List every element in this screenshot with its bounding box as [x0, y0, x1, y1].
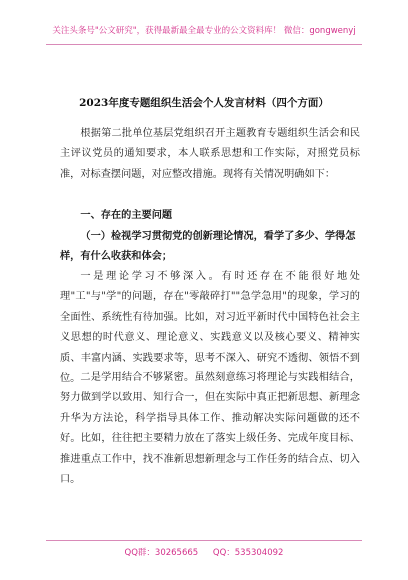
header-divider: [46, 44, 362, 45]
footer-divider: [46, 540, 362, 541]
document-title: 2023年度专题组织生活会个人发言材料（四个方面）: [79, 97, 329, 109]
section-heading: 一、存在的主要问题: [80, 209, 173, 221]
subsection-heading: （一）检视学习贯彻党的创新理论情况，看学了多少、学得怎样，有什么收获和体会；: [60, 230, 356, 263]
footer-qq-group: QQ群：30265665: [124, 548, 199, 558]
header-promo-note: 关注头条号"公文研究"，获得最新最全最专业的公文资料库！ 微信：gongwenyj: [52, 26, 356, 36]
footer-qq-number: QQ：535304092: [212, 548, 284, 558]
intro-paragraph: 根据第二批单位基层党组织召开主题教育专题组织生活会和民主评议党员的通知要求，本人联系思想和工作实际，对照党员标准，对标查摆问题，对应整改措施。现将有关情况明确如下：: [60, 128, 360, 180]
body-paragraph-1: 一是理论学习不够深入。有时还存在不能很好地处理"工"与"学"的问题，存在"零敲碎打""急学急用"的现象，学习的全面性、系统性有待加强。比如，对习近平新时代中国特色社会主义思想的时代意义、理论意义、实践意义以及核心要义、精神实质、丰富内涵、实践要求等，思考不深入、研究不透彻、领悟不到位。: [60, 271, 360, 385]
body-paragraph-2: 二是学用结合不够紧密。虽然刻意练习将理论与实践相结合，努力做到学以致用、知行合一，但在实际中真正把新思想、新理念升华为方法论，科学指导具体工作、推动解决实际问题做的还不好。比如，往往把主要精力放在了落实上级任务、完成年度目标、推进重点工作中，找不准新思想新理念与工作任务的结合点、切入口。: [60, 372, 360, 486]
footer-contacts: [0, 546, 408, 558]
